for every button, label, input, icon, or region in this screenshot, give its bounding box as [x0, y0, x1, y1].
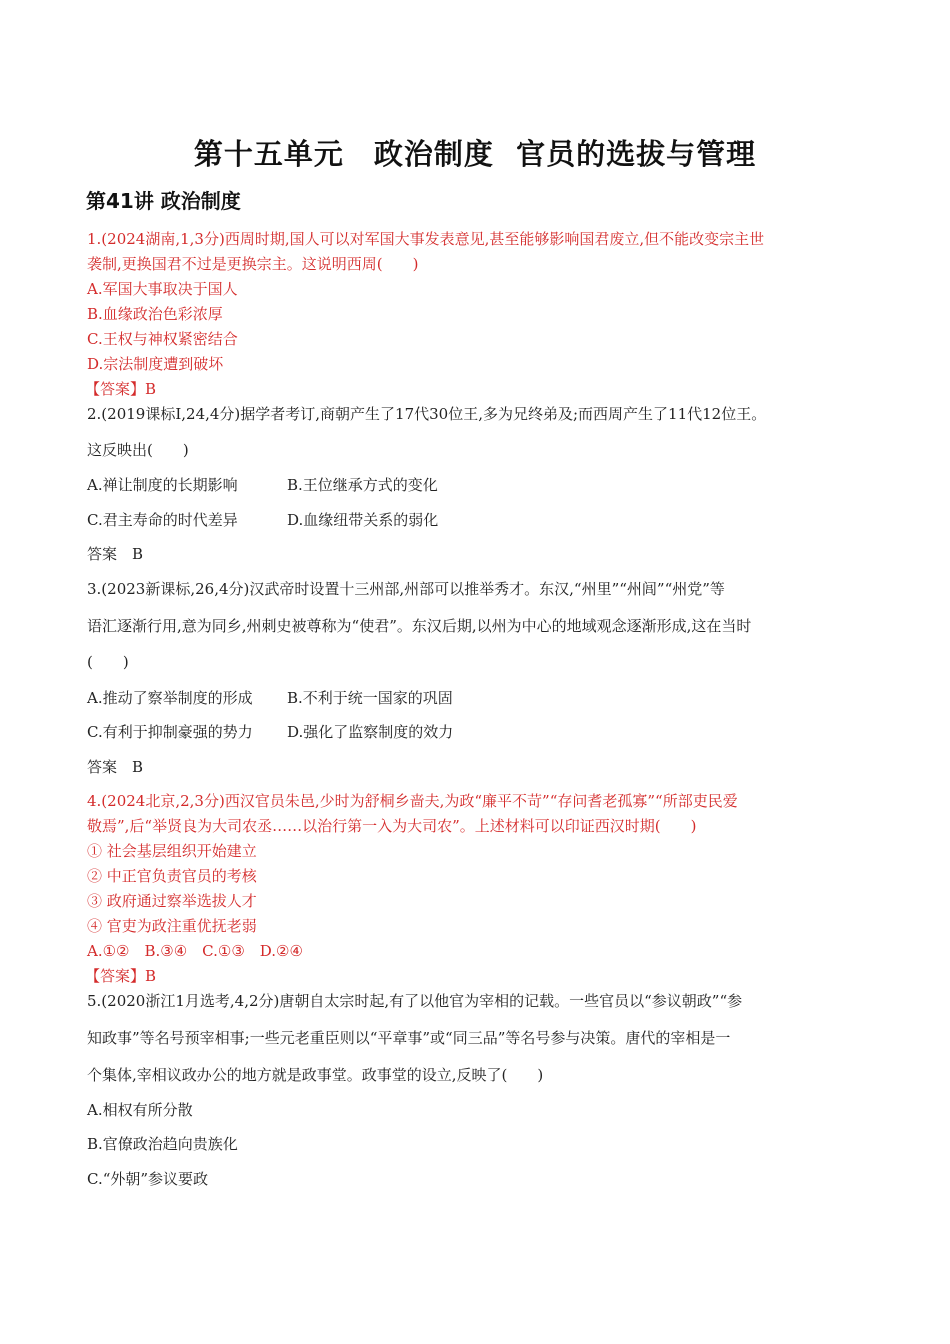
q4-item-4: ④ 官吏为政注重优抚老弱	[87, 917, 257, 935]
q5-option-b: B.官僚政治趋向贵族化	[87, 1135, 238, 1153]
q1-stem-line2: 袭制,更换国君不过是更换宗主。这说明西周( )	[87, 255, 419, 273]
q4-options: A.①② B.③④ C.①③ D.②④	[87, 942, 303, 960]
q4-stem-line1: 4.(2024北京,2,3分)西汉官员朱邑,少时为舒桐乡啬夫,为政“廉平不苛”“存问耆老孤寡”“所部吏民爱	[87, 792, 738, 810]
q3-stem-line1: 3.(2023新课标,26,4分)汉武帝时设置十三州部,州部可以推举秀才。东汉,“州里”“州闾”“州党”等	[87, 580, 725, 598]
q2-option-c: C.君主寿命的时代差异	[87, 511, 238, 529]
q5-stem-line1: 5.(2020浙江1月选考,4,2分)唐朝自太宗时起,有了以他官为宰相的记载。一些官员以“参议朝政”“参	[87, 992, 743, 1010]
q3-answer: 答案 B	[87, 758, 144, 776]
q2-stem-line2: 这反映出( )	[87, 441, 189, 459]
q5-stem-line2: 知政事”等名号预宰相事;一些元老重臣则以“平章事”或“同三品”等名号参与决策。唐代的宰相是一	[87, 1029, 731, 1047]
q2-option-a: A.禅让制度的长期影响	[87, 476, 238, 494]
q2-option-d: D.血缘纽带关系的弱化	[287, 511, 439, 529]
q1-stem-line1: 1.(2024湖南,1,3分)西周时期,国人可以对军国大事发表意见,甚至能够影响国君废立,但不能改变宗主世	[87, 230, 765, 248]
q3-option-c: C.有利于抑制豪强的势力	[87, 723, 253, 741]
q4-item-3: ③ 政府通过察举选拔人才	[87, 892, 257, 910]
q1-answer: 【答案】B	[85, 380, 157, 398]
q1-option-c: C.王权与神权紧密结合	[87, 330, 238, 348]
q5-option-c: C.“外朝”参议要政	[87, 1170, 209, 1188]
q3-stem-line2: 语汇逐渐行用,意为同乡,州刺史被尊称为“使君”。东汉后期,以州为中心的地域观念逐渐形成,这在当时	[87, 617, 752, 635]
q1-option-a: A.军国大事取决于国人	[87, 280, 238, 298]
q4-item-2: ② 中正官负责官员的考核	[87, 867, 257, 885]
lecture-heading: 第41讲 政治制度	[86, 189, 241, 213]
unit-title: 第十五单元 政治制度 官员的选拔与管理	[193, 137, 757, 171]
q3-stem-line3: ( )	[87, 653, 129, 671]
q2-option-b: B.王位继承方式的变化	[287, 476, 438, 494]
q4-item-1: ① 社会基层组织开始建立	[87, 842, 257, 860]
q1-option-d: D.宗法制度遭到破坏	[87, 355, 224, 373]
q4-answer: 【答案】B	[85, 967, 157, 985]
q5-option-a: A.相权有所分散	[87, 1101, 193, 1119]
q4-stem-line2: 敬焉”,后“举贤良为大司农丞……以治行第一入为大司农”。上述材料可以印证西汉时期( )	[87, 817, 697, 835]
q2-answer: 答案 B	[87, 545, 144, 563]
q1-option-b: B.血缘政治色彩浓厚	[87, 305, 223, 323]
q2-stem-line1: 2.(2019课标Ⅰ,24,4分)据学者考订,商朝产生了17代30位王,多为兄终弟及;而西周产生了11代12位王。	[87, 405, 767, 423]
q3-option-a: A.推动了察举制度的形成	[87, 689, 253, 707]
q3-option-d: D.强化了监察制度的效力	[287, 723, 454, 741]
q3-option-b: B.不利于统一国家的巩固	[287, 689, 453, 707]
q5-stem-line3: 个集体,宰相议政办公的地方就是政事堂。政事堂的设立,反映了( )	[87, 1066, 544, 1084]
